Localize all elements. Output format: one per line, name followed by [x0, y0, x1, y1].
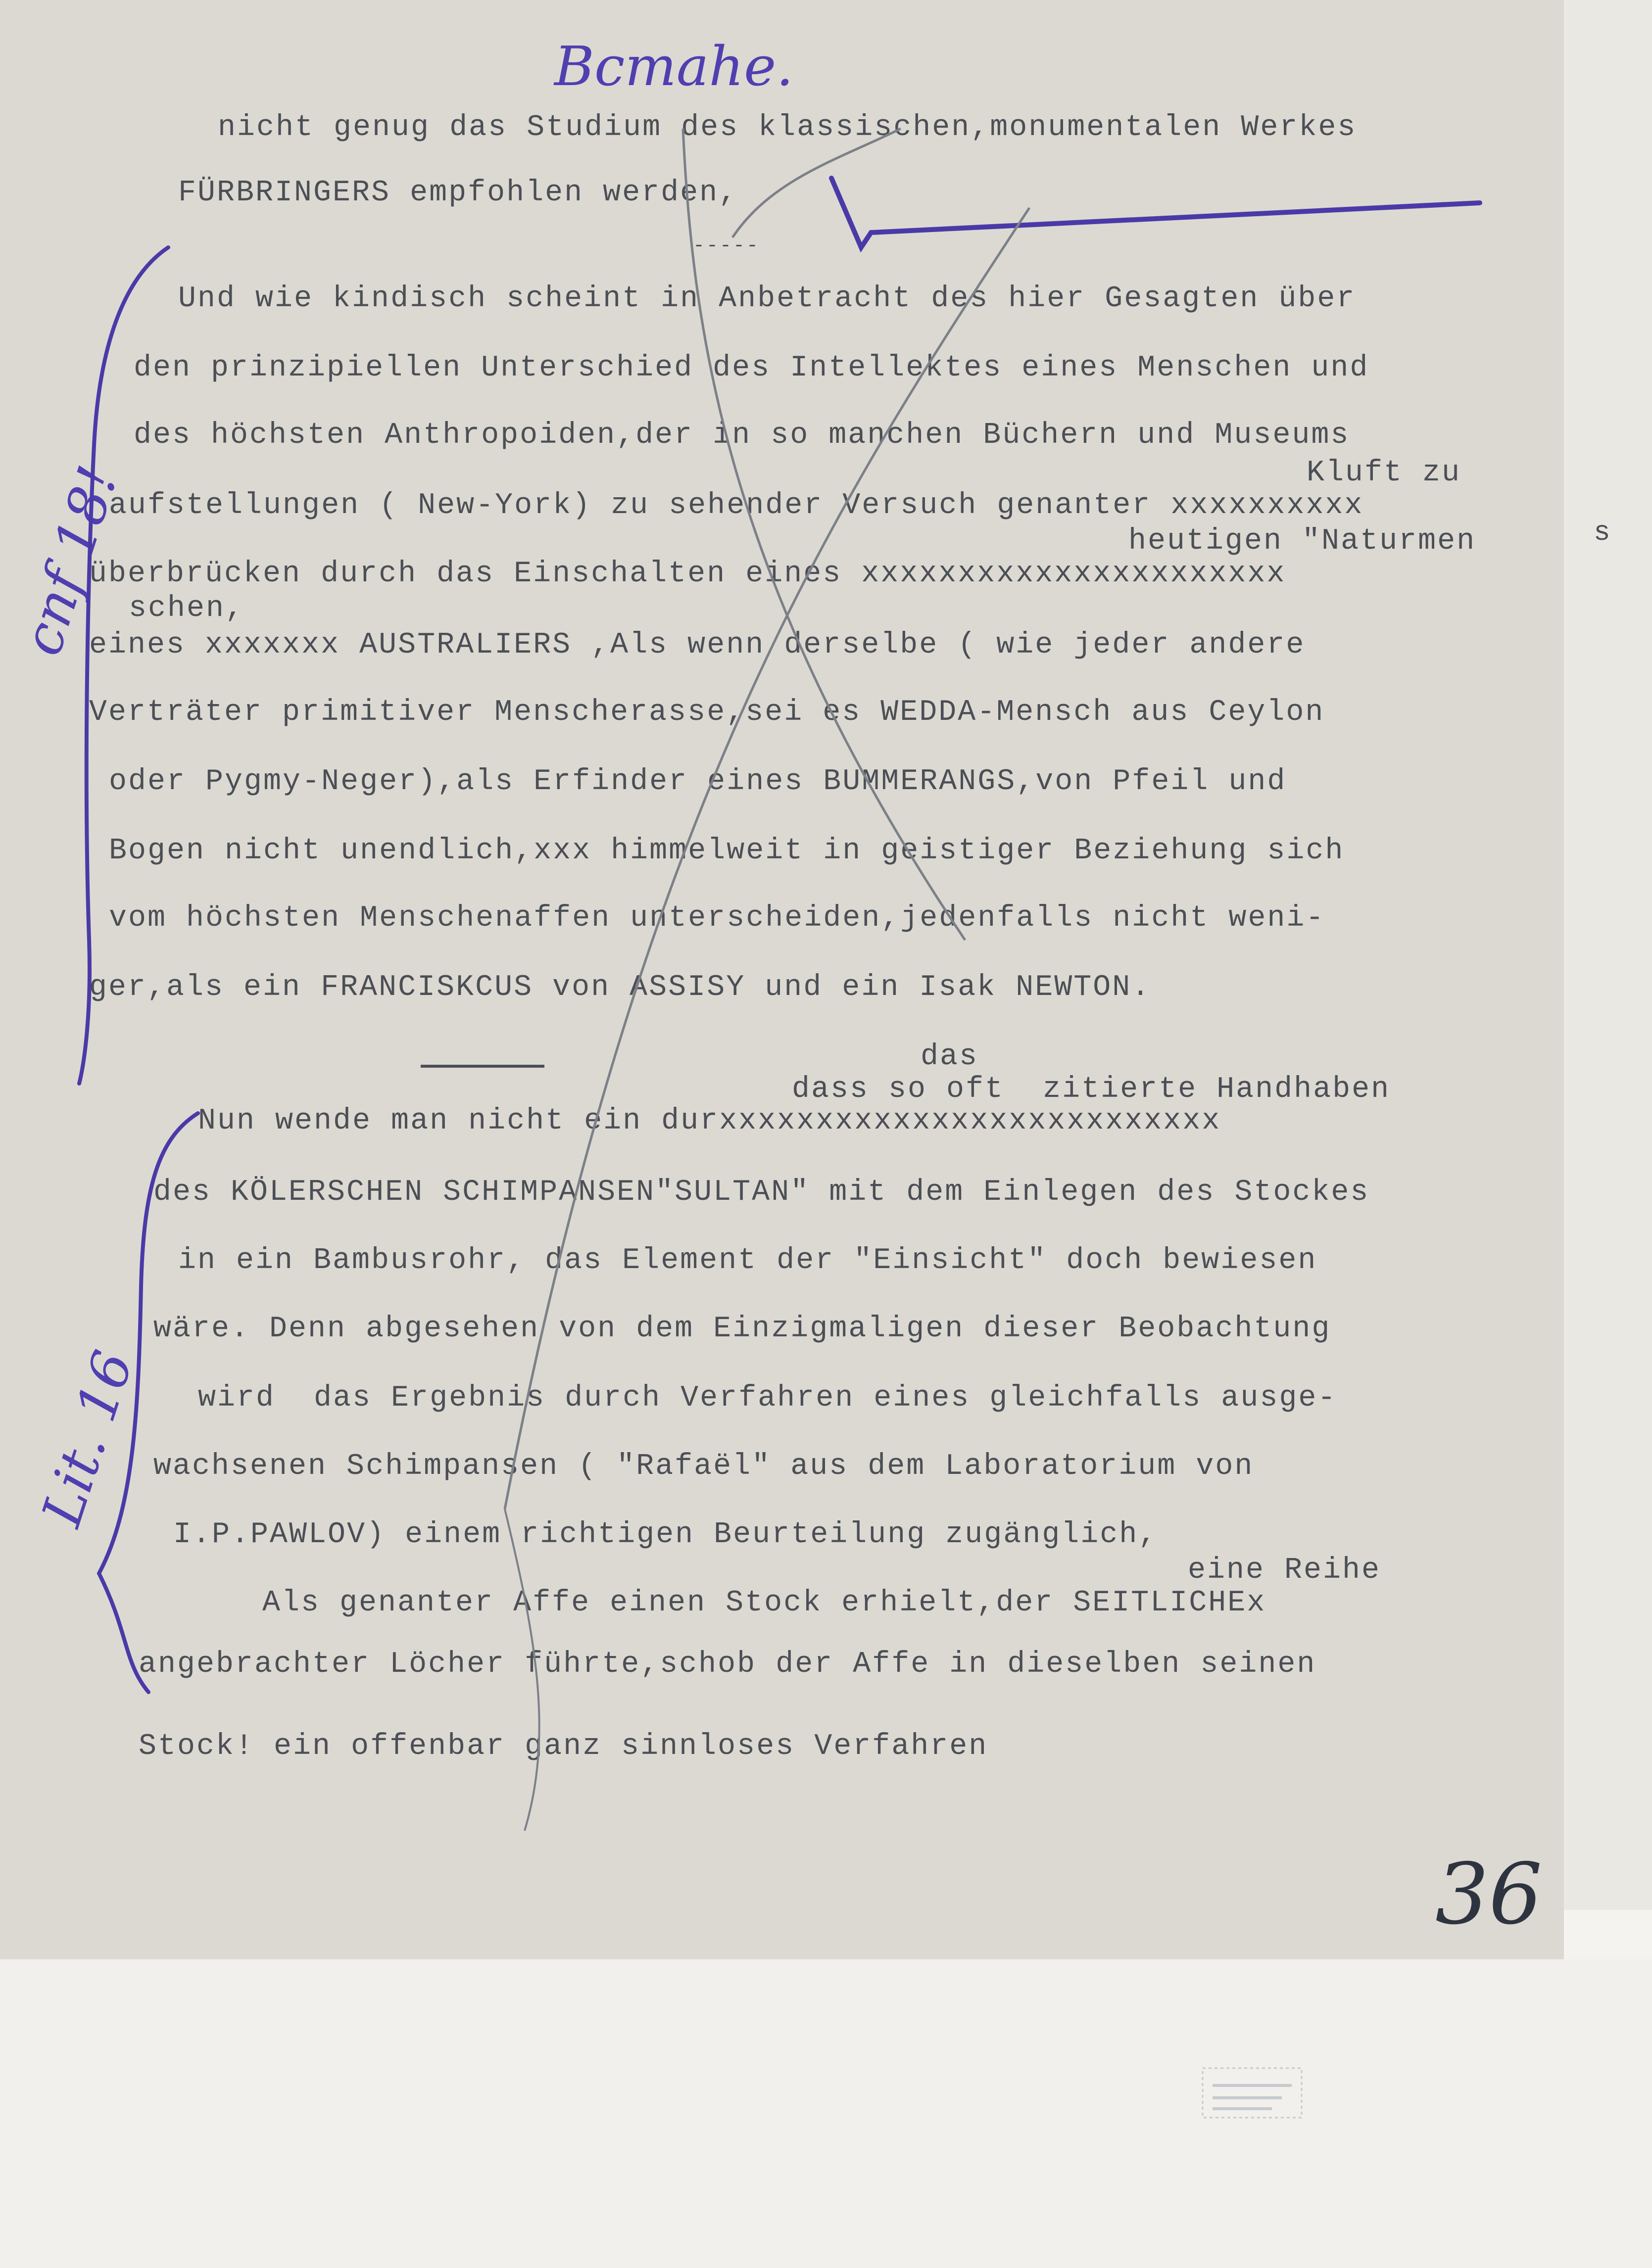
text-line-23: Stock! ein offenbar ganz sinnloses Verfahren [139, 1730, 988, 1763]
margin-note-lower: Lit. 16 [30, 1343, 146, 1534]
text-line-8: eines xxxxxxx AUSTRALIERS ,Als wenn derselbe ( wie jeder andere [89, 628, 1306, 662]
text-line-20: I.P.PAWLOV) einem richtigen Beurteilung zugänglich, [173, 1518, 1158, 1552]
text-line-15: des KÖLERSCHEN SCHIMPANSEN"SULTAN" mit dem Einlegen des Stockes [153, 1176, 1370, 1209]
text-line-6: aufstellungen ( New-York) zu sehender Versuch genanter xxxxxxxxxx [109, 489, 1364, 522]
text-line-17: wäre. Denn abgesehen von dem Einzigmaligen dieser Beobachtung [153, 1312, 1331, 1346]
text-line-9: Verträter primitiver Menscherasse,sei es WEDDA-Mensch aus Ceylon [89, 696, 1325, 729]
text-line-21: Als genanter Affe einen Stock erhielt,der SEITLICHEx [262, 1586, 1266, 1620]
faint-stamp [1198, 2063, 1307, 2123]
text-line-14: Nun wende man nicht ein durxxxxxxxxxxxxxxxxxxxxxxxxxx [198, 1104, 1221, 1138]
edge-mark-s: s [1594, 517, 1612, 548]
faint-stamp-mark [1198, 2063, 1307, 2123]
text-line-19: wachsenen Schimpansen ( "Rafaël" aus dem Laboratorium von [153, 1450, 1254, 1483]
margin-note-upper: cnf 18! [10, 458, 130, 663]
text-line-5: des höchsten Anthropoiden,der in so manchen Büchern und Museums [134, 419, 1350, 452]
text-line-2: FÜRBRINGERS empfohlen werden, [178, 176, 738, 210]
text-line-22: angebrachter Löcher führte,schob der Affe in dieselben seinen [139, 1648, 1316, 1681]
text-line-16: in ein Bambusrohr, das Element der "Einsicht" doch bewiesen [178, 1244, 1317, 1277]
upper-bracket-stroke [79, 247, 168, 1084]
insert-eine-reihe: eine Reihe [1188, 1554, 1381, 1587]
pencil-cross-stroke-2 [505, 208, 1029, 1509]
text-line-13: ger,als ein FRANCISKCUS von ASSISY und ein Isak NEWTON. [89, 971, 1151, 1004]
text-line-10: oder Pygmy-Neger),als Erfinder eines BUMMERANGS,von Pfeil und [109, 765, 1287, 799]
insert-zitierte: dass so oft zitierte Handhaben [792, 1073, 1391, 1106]
handwritten-header: Bcmahe. [554, 35, 794, 98]
separator-dashes: ----- [693, 235, 760, 257]
insert-das: das [921, 1040, 979, 1074]
text-line-18: wird das Ergebnis durch Verfahren eines gleichfalls ausge- [198, 1381, 1337, 1415]
insert-heutigen-naturmen: heutigen "Naturmen [1128, 524, 1476, 558]
text-line-3: Und wie kindisch scheint in Anbetracht des hier Gesagten über [178, 282, 1356, 316]
pencil-loop-stroke [732, 129, 901, 237]
pencil-cross-stroke-1 [683, 129, 965, 940]
text-line-12: vom höchsten Menschenaffen unterscheiden,jedenfalls nicht weni- [109, 901, 1325, 935]
pencil-tail-stroke [505, 1509, 539, 1831]
text-line-11: Bogen nicht unendlich,xxx himmelweit in geistiger Beziehung sich [109, 834, 1345, 868]
text-line-1: nicht genug das Studium des klassischen,monumentalen Werkes [218, 111, 1357, 144]
insert-kluft-zu: Kluft zu [1307, 456, 1461, 490]
text-line-7b: schen, [129, 592, 245, 625]
text-line-7: überbrücken durch das Einschalten eines xxxxxxxxxxxxxxxxxxxxxx [89, 557, 1286, 591]
insertion-arrow-stroke [831, 178, 1480, 247]
lower-bracket-stroke [99, 1113, 198, 1692]
page-number-handwritten: 36 [1435, 1845, 1543, 1943]
text-line-4: den prinzipiellen Unterschied des Intellektes eines Menschen und [134, 351, 1369, 385]
